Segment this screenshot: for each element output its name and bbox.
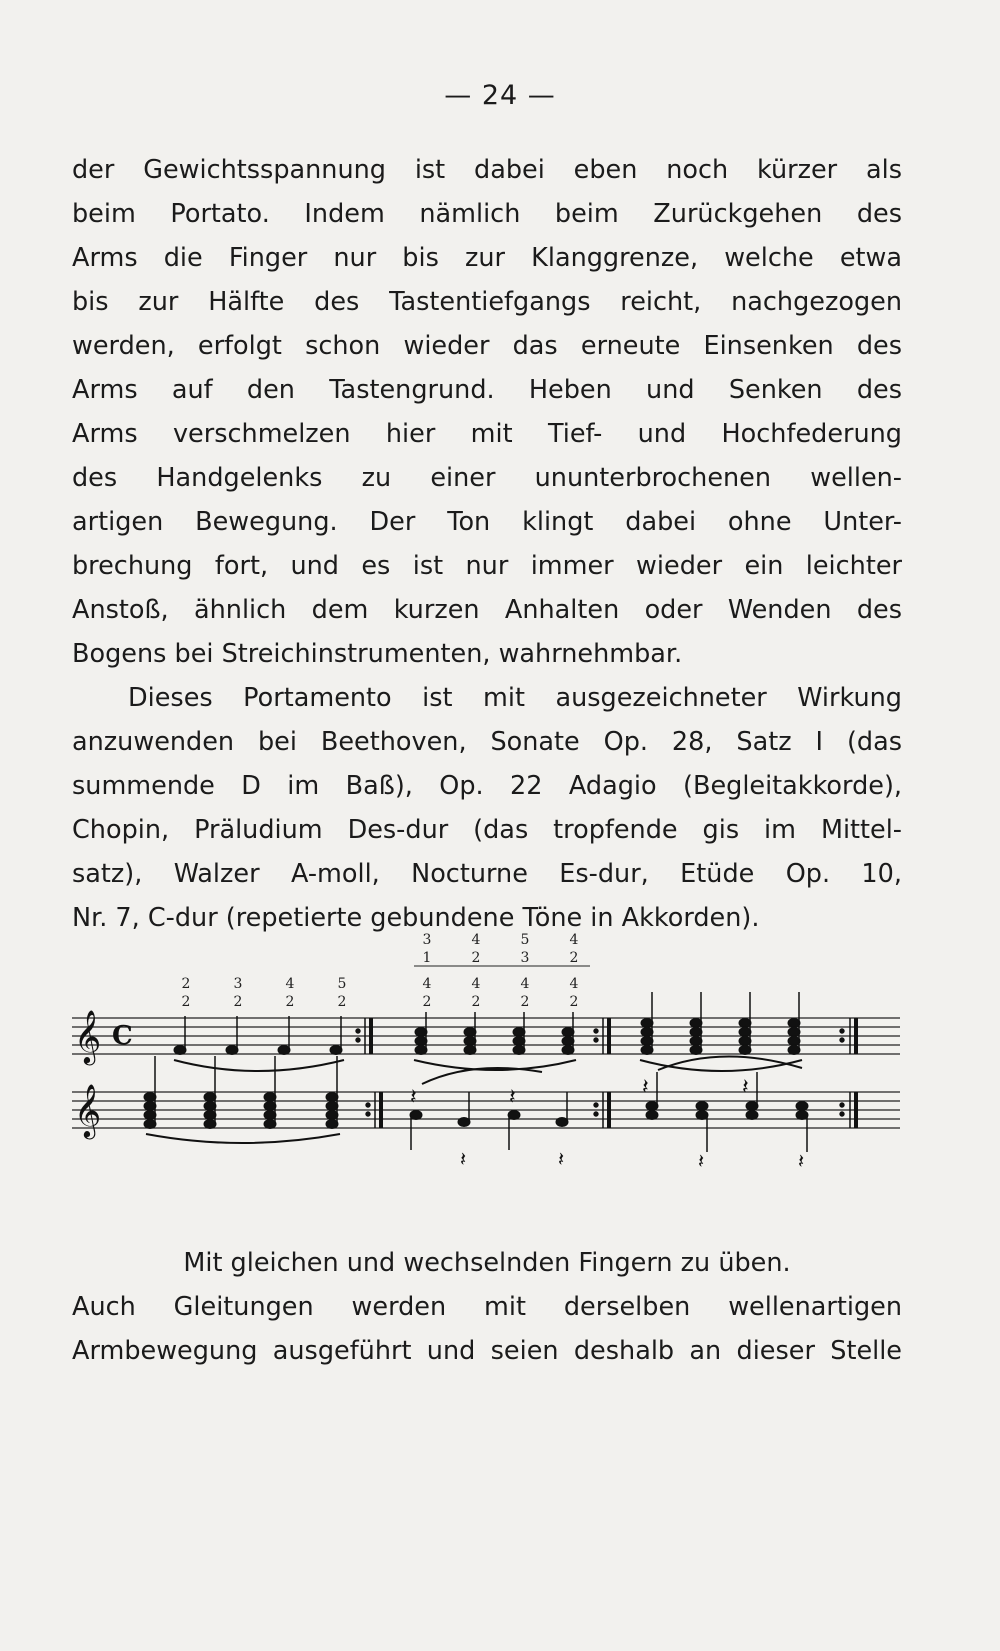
text-line: Dieses Portamento ist mit ausgezeichneter Wirkung: [128, 683, 902, 713]
text-line: beim Portato. Indem nämlich beim Zurückgehen des: [72, 199, 902, 229]
fingering-number: 2: [520, 994, 530, 1010]
text-line: werden, erfolgt schon wieder das erneute Einsenken des: [72, 331, 902, 361]
fingering-number: 1: [422, 950, 432, 966]
text-line: brechung fort, und es ist nur immer wieder ein leichter: [72, 551, 902, 581]
svg-text:𝄽: 𝄽: [509, 1085, 516, 1110]
text-line: bis zur Hälfte des Tastentiefgangs reicht, nachgezogen: [72, 287, 902, 317]
text-line: satz), Walzer A-moll, Nocturne Es-dur, Etüde Op. 10,: [72, 859, 902, 889]
fingering-number: 2: [422, 994, 432, 1010]
fingering-number: 3: [233, 976, 243, 992]
fingering-number: 2: [569, 994, 579, 1010]
staff-2: [72, 1092, 900, 1128]
svg-text:𝄽: 𝄽: [698, 1149, 705, 1173]
fingering-number: 4: [422, 976, 432, 992]
staff-2-notes: [144, 1056, 856, 1173]
text-line: Arms auf den Tastengrund. Heben und Senken des: [72, 375, 902, 405]
fingering-number: 3: [422, 932, 432, 948]
svg-text:𝄽: 𝄽: [460, 1147, 467, 1171]
body-text: [72, 148, 902, 940]
fingering-number: 2: [471, 994, 481, 1010]
treble-clef-icon: 𝄞: [74, 1083, 102, 1137]
text-line: artigen Bewegung. Der Ton klingt dabei ohne Unter-: [72, 507, 902, 537]
fingering-number: 3: [520, 950, 530, 966]
text-line: Arms verschmelzen hier mit Tief- und Hochfederung: [72, 419, 902, 449]
text-line: Auch Gleitungen werden mit derselben wellenartigen: [72, 1292, 902, 1322]
text-line: Bogens bei Streichinstrumenten, wahrnehmbar.: [72, 639, 683, 669]
text-line: Arms die Finger nur bis zur Klanggrenze, welche etwa: [72, 243, 902, 273]
fingering-number: 4: [569, 976, 579, 992]
page-number: — 24 —: [444, 80, 556, 111]
svg-text:𝄽: 𝄽: [798, 1149, 805, 1173]
music-caption: Mit gleichen und wechselnden Fingern zu üben.: [183, 1248, 791, 1278]
fingering-number: 4: [520, 976, 530, 992]
text-line: Nr. 7, C-dur (repetierte gebundene Töne in Akkorden).: [72, 903, 760, 933]
text-line: Anstoß, ähnlich dem kurzen Anhalten oder Wenden des: [72, 595, 902, 625]
text-line: summende D im Baß), Op. 22 Adagio (Begleitakkorde),: [72, 771, 902, 801]
time-signature: C: [112, 1021, 133, 1051]
fingering-number: 2: [233, 994, 243, 1010]
text-line: Chopin, Präludium Des-dur (das tropfende gis im Mittel-: [72, 815, 902, 845]
fingering-number: 4: [471, 932, 481, 948]
fingering-number: 2: [569, 950, 579, 966]
text-line: der Gewichtsspannung ist dabei eben noch kürzer als: [72, 155, 902, 185]
lower-text: [72, 1241, 902, 1373]
staff-1-notes: [174, 992, 856, 1071]
music-example: [62, 932, 910, 1232]
fingering-number: 4: [569, 932, 579, 948]
svg-text:𝄽: 𝄽: [642, 1075, 649, 1100]
text-line: Armbewegung ausgeführt und seien deshalb an dieser Stelle: [72, 1336, 902, 1366]
treble-clef-icon: 𝄞: [74, 1009, 102, 1063]
fingering-number: 4: [285, 976, 295, 992]
svg-text:𝄽: 𝄽: [742, 1075, 749, 1100]
svg-text:𝄽: 𝄽: [410, 1085, 417, 1110]
fingering-number: 5: [520, 932, 530, 948]
fingering-number: 2: [337, 994, 347, 1010]
staff-1: [72, 1018, 900, 1054]
fingering-number: 2: [181, 976, 191, 992]
text-line: des Handgelenks zu einer ununterbrochenen wellen-: [72, 463, 902, 493]
fingering-number: 5: [337, 976, 347, 992]
fingering-number: 4: [471, 976, 481, 992]
fingering-number: 2: [471, 950, 481, 966]
text-line: anzuwenden bei Beethoven, Sonate Op. 28, Satz I (das: [72, 727, 902, 757]
fingering-number: 2: [181, 994, 191, 1010]
svg-text:𝄽: 𝄽: [558, 1147, 565, 1171]
fingering-number: 2: [285, 994, 295, 1010]
